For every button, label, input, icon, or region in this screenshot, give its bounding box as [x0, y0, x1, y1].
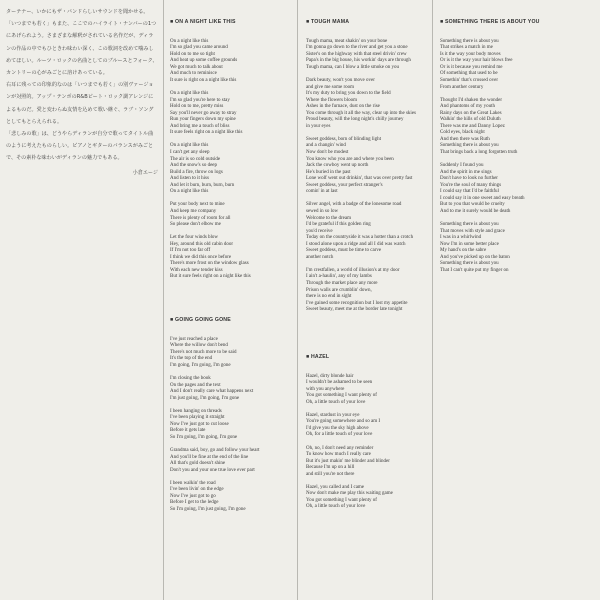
- lyric-line: So I'm going, I'm going, I'm gone: [170, 435, 238, 440]
- lyric-line: You're the soul of many things: [440, 182, 502, 188]
- essay-paragraph: 「悲しみの歌」は、どうやらディランが自分で歌ってタイトル曲のように考えたものらしい。ピアノとギターのバランスがみごとで、その素朴な味わいがディランの魅力でもある。: [6, 131, 154, 162]
- lyric-line: On the pages and the text: [170, 382, 221, 388]
- lyric-line: Rainy days on the Great Lakes: [440, 110, 502, 116]
- lyric-line: Tough mama, can I blow a little smoke on you: [306, 64, 399, 70]
- lyric-line: Something there is about you: [440, 261, 499, 267]
- lyric-line: Silver angel, with a badge of the lonesome road: [306, 202, 402, 208]
- lyric-line: I ain't a-haulin', any of my lambs: [306, 274, 372, 280]
- liner-notes-essay: [6, 6, 158, 594]
- lyric-line: Of something that used to be: [440, 71, 498, 77]
- lyric-line: The air is so cold outside: [170, 156, 221, 162]
- lyric-line: Sweet goddess, your perfect stranger's: [306, 182, 383, 188]
- lyric-line: Welcome to the dream: [306, 215, 351, 221]
- lyric-line: Sister's on the highway with that steel drivin' crew: [306, 51, 407, 57]
- song-lyrics: [306, 374, 424, 511]
- lyric-line: That brings back a long forgotten truth: [440, 150, 518, 156]
- lyric-line: All that's gold doesn't shine: [170, 461, 226, 467]
- lyric-line: Let the four winds blow: [170, 235, 219, 241]
- lyric-line: I'm just going, I'm going, I'm gone: [170, 395, 240, 401]
- column-divider: [432, 0, 433, 600]
- lyric-line: That I can't quite put my finger on: [440, 267, 509, 273]
- lyric-line: I stood alone upon a ridge and all I did was watch: [306, 241, 406, 247]
- lyric-line: With each new tender kiss: [170, 267, 223, 273]
- lyric-line: comin' in at last: [306, 189, 338, 195]
- lyric-line: Sweet goddess, must be time to carve: [306, 248, 382, 254]
- lyric-line: It sure is right on a night like this: [170, 78, 237, 84]
- lyric-line: And bring me a touch of bliss: [170, 123, 230, 129]
- song-title: ■ ON A NIGHT LIKE THIS: [170, 19, 236, 26]
- lyric-line: It's the top of the end: [170, 356, 213, 362]
- lyric-line: You got something I want plenty of: [306, 393, 377, 399]
- lyric-line: I've just reached a place: [170, 336, 218, 342]
- lyric-line: Or is it because you remind me: [440, 64, 503, 70]
- lyric-line: Now don't be modest: [306, 150, 349, 156]
- song-lyrics: [170, 39, 288, 281]
- lyric-line: Oh, for a little touch of your love: [306, 432, 373, 438]
- lyric-line: I wouldn't be ashamed to be seen: [306, 380, 373, 386]
- lyric-line: Hazel, stardust in your eye: [306, 412, 360, 418]
- lyric-line: On a night like this: [170, 143, 209, 149]
- lyric-line: Don't have to look no further: [440, 176, 498, 182]
- lyric-line: sewed in so low: [306, 208, 339, 214]
- lyric-line: and still you're not there: [306, 471, 355, 477]
- lyric-line: I've been playing it straight: [170, 415, 225, 421]
- lyric-line: I think we did this once before: [170, 254, 232, 260]
- lyric-line: with you anywhere: [306, 386, 345, 392]
- lyric-line: I'd give you the sky high above: [306, 425, 369, 431]
- lyric-line: And let it burn, burn, burn, burn: [170, 182, 235, 188]
- lyric-line: I'm going, I'm going, I'm gone: [170, 362, 231, 368]
- lyric-line: Something there is about you: [440, 222, 499, 228]
- lyric-line: And to me it surely would be death: [440, 208, 511, 214]
- lyric-line: Suddenly I found you: [440, 163, 484, 169]
- song-title: ■ GOING GOING GONE: [170, 317, 231, 324]
- lyric-line: Thought I'd shaken the wonder: [440, 97, 502, 103]
- song-title: ■ HAZEL: [306, 353, 330, 360]
- lyric-line: Run your fingers down my spine: [170, 117, 236, 123]
- lyric-line: Something there is about you: [440, 143, 499, 149]
- song-title: ■ SOMETHING THERE IS ABOUT YOU: [440, 19, 540, 26]
- lyric-line: Now don't make me play this waiting game: [306, 491, 393, 497]
- lyric-line: Where the flowers bloom: [306, 97, 357, 103]
- lyric-line: Because I'm up on a hill: [306, 465, 355, 471]
- lyric-line: Grandma said, boy, go and follow your heart: [170, 448, 260, 454]
- lyric-line: It sure feels right on a night like this: [170, 130, 243, 136]
- essay-signature: 小倉エージ: [132, 169, 158, 176]
- lyric-line: Oh, a little touch of your love: [306, 399, 366, 405]
- lyric-line: I been walkin' the road: [170, 480, 216, 486]
- lyric-line: But it sure feels right on a night like this: [170, 274, 251, 280]
- lyric-line: Sweet beauty, meet me at the border late tonight: [306, 307, 403, 313]
- lyric-line: Somethin' that's crossed over: [440, 78, 499, 84]
- lyric-line: You're going somewhere and so am I: [306, 419, 380, 425]
- essay-paragraph: ターテナー、いかにもザ・バンドらしいサウンドを聞かせる。: [6, 9, 149, 15]
- lyric-line: He's buried in the past: [306, 169, 351, 175]
- lyric-line: I'm gonna go down to the river and get you a stone: [306, 45, 408, 51]
- lyric-line: you'd receive: [306, 228, 333, 234]
- lyric-line: You know who you are and where you been: [306, 156, 394, 162]
- lyric-line: I'm so glad you came around: [170, 45, 228, 51]
- song-lyrics: [306, 39, 424, 314]
- lyric-line: Through the market place any more: [306, 280, 378, 286]
- lyric-line: I'm so glad you're here to stay: [170, 97, 230, 103]
- lyric-line: Prison walls are crumblin' down,: [306, 287, 372, 293]
- essay-paragraph: 「いつまでも若く」もまた、ここでのハイライト・ナンバーの1つにあげられよう。さまざまな解釈がされている名作だが、ディランの作品の中でもひときわ味わい深く、この歌詞を改めて噛みしめてほしい。ルーツ・ロックの名曲としてのブルースとフォーク、カントリーの心がみごとに溶けあっている。: [6, 21, 158, 77]
- lyric-line: Hold on to me, pretty miss: [170, 104, 224, 110]
- lyric-line: Is it the way your body moves: [440, 51, 501, 57]
- lyric-line: Don't you and your one true love ever part: [170, 467, 255, 473]
- lyric-line: So please don't elbow me: [170, 222, 221, 228]
- lyric-line: But to you that would be cruelty: [440, 202, 505, 208]
- lyric-line: So I'm going, I'm just going, I'm gone: [170, 507, 246, 513]
- lyric-line: We got much to talk about: [170, 64, 223, 70]
- lyric-line: There's more frost on the window glass: [170, 261, 249, 267]
- lyric-line: And keep me company: [170, 208, 217, 214]
- lyric-line: I could say it in one sweet and easy breath: [440, 195, 525, 201]
- lyric-line: And phantoms of my youth: [440, 104, 495, 110]
- lyric-line: and a changin' wind: [306, 143, 346, 149]
- lyric-line: Oh, no, I don't need any reminder: [306, 445, 374, 451]
- lyric-line: I been hanging on threads: [170, 408, 222, 414]
- song-title: ■ TOUGH MAMA: [306, 19, 350, 26]
- lyric-line: Or is it the way your hair blows free: [440, 58, 513, 64]
- lyric-line: And you've picked up on the baton: [440, 254, 510, 260]
- lyric-line: Hazel, dirty blonde hair: [306, 373, 354, 379]
- lyric-line: Say you'll never go away to stray: [170, 110, 237, 116]
- lyric-line: That moves with style and grace: [440, 228, 505, 234]
- lyric-line: And I don't really care what happens next: [170, 389, 254, 395]
- lyric-line: You come through it all the way, clear up into the skies: [306, 110, 416, 116]
- lyric-line: Oh, a little touch of your love: [306, 504, 366, 510]
- lyric-line: Now I've just got to go: [170, 493, 216, 499]
- lyric-line: I was in a whirlwind: [440, 235, 482, 241]
- song-lyrics: [170, 337, 288, 514]
- lyric-line: But it's just makin' me blinder and blinder: [306, 458, 390, 464]
- lyric-line: On a night like this: [170, 91, 209, 97]
- lyric-line: It's my duty to bring you down to the field: [306, 91, 391, 97]
- lyric-line: On a night like this: [170, 189, 209, 195]
- lyric-line: Cold eyes, black night: [440, 130, 485, 136]
- lyric-line: And much to reminisce: [170, 71, 217, 77]
- lyrics-column-1: [170, 6, 288, 594]
- lyric-line: Before it gets late: [170, 428, 206, 434]
- lyric-line: Hold on to me so tight: [170, 51, 215, 57]
- lyric-line: Hey, around this old cabin door: [170, 241, 233, 247]
- lyric-line: There's not much more to be said: [170, 349, 237, 355]
- lyric-line: and give me some room: [306, 84, 355, 90]
- lyric-line: Tough mama, meat shakin' on your bone: [306, 38, 388, 44]
- lyric-line: Today on the countryside it was a hotter than a crotch: [306, 235, 414, 241]
- lyric-line: I'm closing the book: [170, 376, 211, 382]
- lyric-line: From another century: [440, 84, 484, 90]
- lyric-line: If I'm not too far off: [170, 248, 211, 254]
- lyric-line: There was me and Danny Lopez: [440, 123, 505, 129]
- lyric-line: And the snow's so deep: [170, 163, 218, 169]
- lyric-line: That strikes a match in me: [440, 45, 493, 51]
- lyric-line: Proud beauty, will the long night's chilly journey: [306, 117, 404, 123]
- lyric-line: On a night like this: [170, 38, 209, 44]
- lyric-line: And listen to it hiss: [170, 176, 209, 182]
- lyric-line: Something there is about you: [440, 38, 499, 44]
- lyric-line: there is no end in sight: [306, 294, 352, 300]
- lyric-line: I've gained some recognition but I lost my appetite: [306, 300, 408, 306]
- song-lyrics: [440, 39, 560, 275]
- lyric-line: I've been livin' on the edge: [170, 487, 224, 493]
- lyric-line: Jack the cowboy went up north: [306, 163, 369, 169]
- lyric-line: And then there was Ruth: [440, 136, 490, 142]
- lyric-line: another notch: [306, 254, 334, 260]
- lyric-line: And the spirit in me sings: [440, 169, 492, 175]
- lyric-line: Papa's in the big house, his workin' days are through: [306, 58, 411, 64]
- lyric-line: There is plenty of room for all: [170, 215, 231, 221]
- lyric-line: And you'll be fine at the end of the line: [170, 454, 249, 460]
- lyric-line: Dark beauty, won't you move over: [306, 78, 375, 84]
- lyric-line: To know how much I really care: [306, 452, 371, 458]
- lyric-line: You got something I want plenty of: [306, 497, 377, 503]
- lyric-line: My hand's on the sabre: [440, 248, 487, 254]
- lyrics-column-2: [306, 6, 424, 594]
- lyric-line: Build a fire, throw on logs: [170, 169, 223, 175]
- lyric-line: I'd be grateful if this golden ring: [306, 222, 371, 228]
- lyric-line: Sweet goddess, born of blinding light: [306, 136, 381, 142]
- lyric-line: Hazel, you called and I came: [306, 484, 365, 490]
- lyric-line: And heat up some coffee grounds: [170, 58, 238, 64]
- lyrics-column-3: [440, 6, 560, 594]
- column-divider: [163, 0, 164, 600]
- lyric-line: I can't get any sleep: [170, 150, 210, 156]
- lyric-line: Lone wolf went out drinkin', that was over pretty fast: [306, 176, 413, 182]
- lyric-line: I could say that I'd be faithful: [440, 189, 499, 195]
- lyric-line: Now I'm in some better place: [440, 241, 499, 247]
- lyric-line: Where the willow don't bend: [170, 343, 228, 349]
- lyric-line: Before I get to the ledge: [170, 500, 219, 506]
- lyric-line: Put your body next to mine: [170, 202, 225, 208]
- lyric-line: I'm crestfallen, a world of illusion's at my door: [306, 267, 400, 273]
- lyric-line: Walkin' the hills of old Duluth: [440, 117, 501, 123]
- essay-paragraph: 右耳に残っての印象的なのは「いつまでも若く」の別ヴァージョンが対照的。アップ・テンポのR&Bビート・ロック調アレンジによるものだ。愛と変わらぬ友情を込めて歌い継ぐ、ラブ・ソングとしてもとらえられる。: [6, 82, 154, 125]
- lyric-line: in your eyes: [306, 123, 331, 129]
- lyric-line: Now I've just got to cut loose: [170, 421, 229, 427]
- column-divider: [297, 0, 298, 600]
- lyric-line: Ashes in the furnace, dust on the rise: [306, 104, 380, 110]
